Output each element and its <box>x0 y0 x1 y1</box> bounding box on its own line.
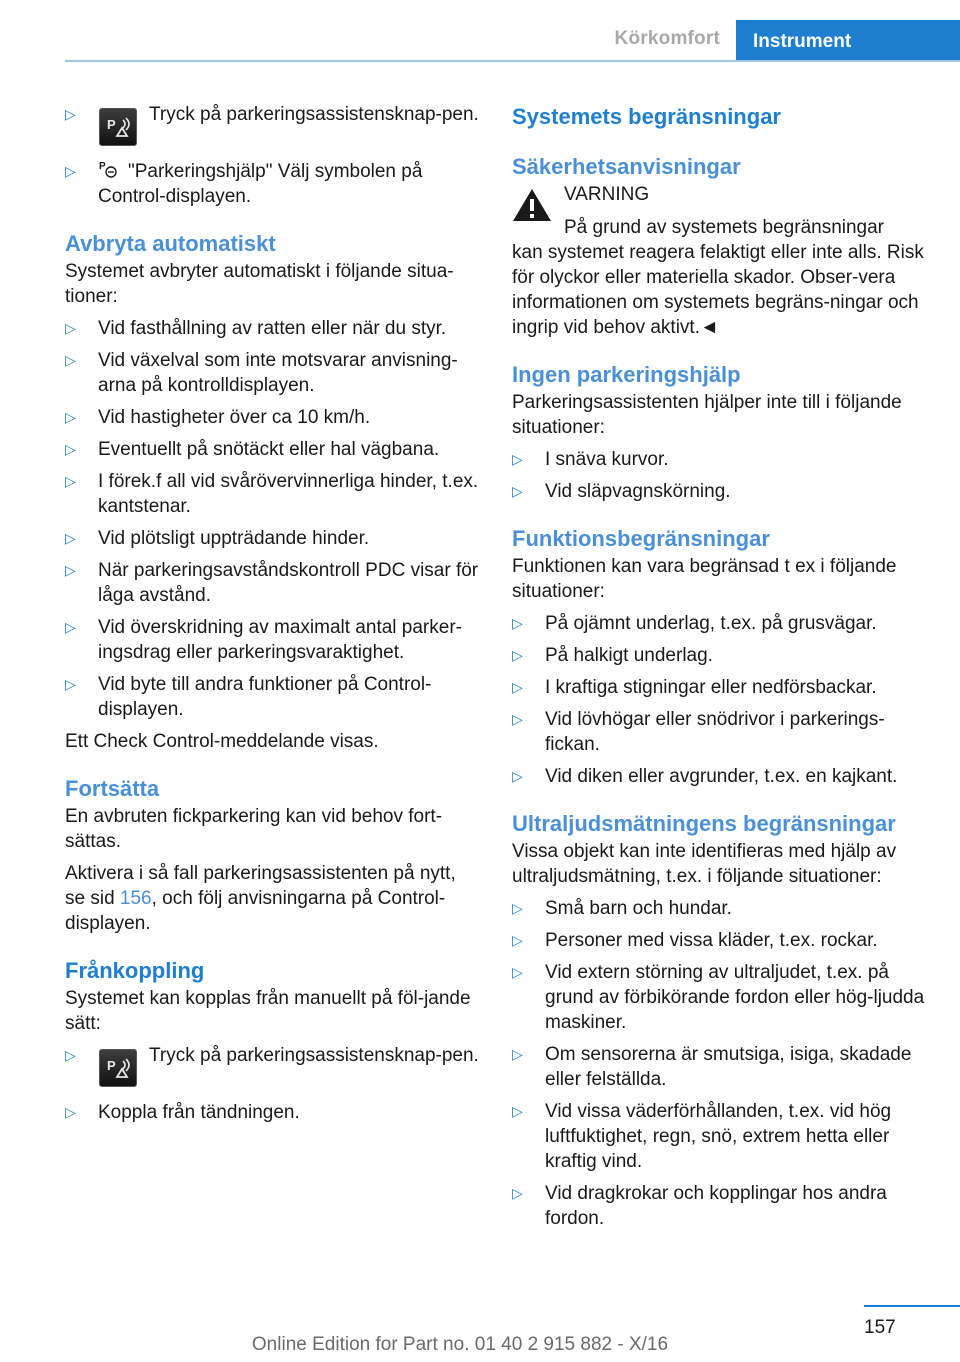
list-item <box>512 479 932 504</box>
list-item-text: Om sensorerna är smutsiga, isiga, skadade eller felställda. <box>545 1044 912 1090</box>
list-item-text: Personer med vissa kläder, t.ex. rockar. <box>545 930 878 951</box>
list-item <box>65 558 480 608</box>
svg-text:P: P <box>107 1058 116 1073</box>
bullet-icon: ▷ <box>512 964 523 980</box>
func-list <box>512 611 932 789</box>
bullet-icon: ▷ <box>512 768 523 784</box>
list-item <box>65 437 480 462</box>
paragraph: Systemet avbryter automatiskt i följande situa-tioner: <box>65 261 454 307</box>
list-item <box>65 159 480 209</box>
section-heading: Avbryta automatiskt <box>65 231 276 256</box>
page-link[interactable]: 156 <box>119 888 152 909</box>
list-item <box>512 675 932 700</box>
warning-text: kan systemet reagera felaktigt eller inte alls. Risk för olyckor eller materiella skador. Obser-vera informationen om systemets begräns-ningar och ingrip vid behov aktivt.◄ <box>512 242 924 338</box>
list-item <box>65 405 480 430</box>
list-item-text: Vid överskridning av maximalt antal parker-ingsdrag eller parkeringsvaraktighet. <box>98 617 462 663</box>
text-span: , och följ anvisningarna på Control-displayen. <box>65 888 446 934</box>
list-item <box>512 707 932 757</box>
list-item-text: Vid extern störning av ultraljudet, t.ex. på grund av förbikörande fordon eller hög-ljudda maskiner. <box>545 962 925 1033</box>
bullet-icon: ▷ <box>65 1104 76 1120</box>
bullet-icon: ▷ <box>65 1047 76 1063</box>
list-item-text: Tryck på parkeringsassistensknap-pen. <box>149 104 479 125</box>
bullet-icon: ▷ <box>65 619 76 635</box>
parking-assist-button-icon <box>99 108 137 146</box>
warning-icon <box>512 188 552 222</box>
parking-symbol-icon <box>98 159 120 179</box>
list-item <box>512 643 932 668</box>
right-column <box>512 102 932 1238</box>
bullet-icon: ▷ <box>65 352 76 368</box>
no-help-list <box>512 447 932 504</box>
intro-list <box>65 102 480 209</box>
bullet-icon: ▷ <box>65 676 76 692</box>
bullet-icon: ▷ <box>512 932 523 948</box>
list-item <box>65 348 480 398</box>
section-heading: Systemets begränsningar <box>512 104 781 129</box>
list-item-text: Vid plötsligt uppträdande hinder. <box>98 528 370 549</box>
list-item-text: Små barn och hundar. <box>545 898 732 919</box>
list-item <box>65 469 480 519</box>
bullet-icon: ▷ <box>512 1185 523 1201</box>
bullet-icon: ▷ <box>512 900 523 916</box>
bullet-icon: ▷ <box>512 615 523 631</box>
section-heading: Ingen parkeringshjälp <box>512 362 741 387</box>
paragraph: Parkeringsassistenten hjälper inte till i följande situationer: <box>512 392 902 438</box>
bullet-icon: ▷ <box>65 441 76 457</box>
header-rule <box>65 60 960 62</box>
list-item-text: Vid växelval som inte motsvarar anvisning-arna på kontrolldisplayen. <box>98 350 458 396</box>
list-item-text: Vid diken eller avgrunder, t.ex. en kajkant. <box>545 766 898 787</box>
bullet-icon: ▷ <box>512 451 523 467</box>
section-heading: Frånkoppling <box>65 958 205 983</box>
paragraph <box>65 861 480 936</box>
text-span: Aktivera i så fall parkeringsassistenten på nytt, se sid <box>65 863 456 909</box>
bullet-icon: ▷ <box>512 647 523 663</box>
list-item <box>65 526 480 551</box>
list-item-text: Vid dragkrokar och kopplingar hos andra fordon. <box>545 1183 887 1229</box>
parking-assist-button-icon <box>99 1049 137 1087</box>
list-item <box>512 1042 932 1092</box>
bullet-icon: ▷ <box>512 1103 523 1119</box>
paragraph: Ett Check Control-meddelande visas. <box>65 731 379 752</box>
section-heading: Ultraljudsmätningens begränsningar <box>512 811 896 836</box>
bullet-icon: ▷ <box>65 473 76 489</box>
bullet-icon: ▷ <box>512 1046 523 1062</box>
bullet-icon: ▷ <box>65 106 76 122</box>
footer <box>0 1334 960 1356</box>
bullet-icon: ▷ <box>65 530 76 546</box>
list-item-text: Vid släpvagnskörning. <box>545 481 731 502</box>
footer-rule <box>864 1305 960 1307</box>
paragraph: Vissa objekt kan inte identifieras med hjälp av ultraljudsmätning, t.ex. i följande situationer: <box>512 841 897 887</box>
warning-text: På grund av systemets begränsningar <box>564 217 885 238</box>
list-item <box>65 615 480 665</box>
list-item <box>512 447 932 472</box>
bullet-icon: ▷ <box>512 483 523 499</box>
list-item <box>65 102 480 152</box>
list-item-text: Vid fasthållning av ratten eller när du styr. <box>98 318 447 339</box>
list-item-text: På ojämnt underlag, t.ex. på grusvägar. <box>545 613 877 634</box>
list-item <box>65 1100 480 1125</box>
active-tab[interactable]: Instrument <box>736 20 960 62</box>
section-tab[interactable]: Körkomfort <box>614 28 720 49</box>
footer-text: Online Edition for Part no. 01 40 2 915 882 - X/16 <box>251 1334 669 1355</box>
bullet-icon: ▷ <box>65 320 76 336</box>
list-item-text: I kraftiga stigningar eller nedförsbackar. <box>545 677 877 698</box>
list-item-text: Vid hastigheter över ca 10 km/h. <box>98 407 371 428</box>
bullet-icon: ▷ <box>65 409 76 425</box>
cancel-list <box>65 316 480 722</box>
bullet-icon: ▷ <box>65 562 76 578</box>
list-item-text: I förek.f all vid svårövervinnerliga hinder, t.ex. kantstenar. <box>98 471 479 517</box>
list-item-text: När parkeringsavståndskontroll PDC visar för låga avstånd. <box>98 560 479 606</box>
bullet-icon: ▷ <box>65 163 76 179</box>
list-item <box>512 1099 932 1174</box>
list-item <box>512 1181 932 1231</box>
list-item <box>512 896 932 921</box>
list-item-text: "Parkeringshjälp" Välj symbolen på Control-displayen. <box>98 161 423 207</box>
list-item-text: Tryck på parkeringsassistensknap-pen. <box>149 1045 479 1066</box>
list-item-text: På halkigt underlag. <box>545 645 713 666</box>
left-column <box>65 102 480 1132</box>
page-header <box>0 0 960 62</box>
ultra-list <box>512 896 932 1231</box>
list-item-text: I snäva kurvor. <box>545 449 669 470</box>
bullet-icon: ▷ <box>512 679 523 695</box>
list-item-text: Vid vissa väderförhållanden, t.ex. vid hög luftfuktighet, regn, snö, extrem hetta eller kraftig vind. <box>545 1101 892 1172</box>
svg-text:P: P <box>99 161 106 172</box>
bullet-icon: ▷ <box>512 711 523 727</box>
list-item <box>512 764 932 789</box>
paragraph: En avbruten fickparkering kan vid behov fort-sättas. <box>65 806 443 852</box>
page-number: 157 <box>864 1317 896 1338</box>
list-item <box>512 928 932 953</box>
list-item <box>512 611 932 636</box>
disconnect-list <box>65 1043 480 1125</box>
paragraph: Systemet kan kopplas från manuellt på föl-jande sätt: <box>65 988 471 1034</box>
list-item <box>65 316 480 341</box>
warning-block <box>512 182 932 340</box>
section-heading: Fortsätta <box>65 776 160 801</box>
list-item-text: Eventuellt på snötäckt eller hal vägbana. <box>98 439 440 460</box>
list-item <box>512 960 932 1035</box>
warning-label: VARNING <box>564 184 650 205</box>
list-item-text: Koppla från tändningen. <box>98 1102 300 1123</box>
paragraph: Funktionen kan vara begränsad t ex i följande situationer: <box>512 556 897 602</box>
svg-text:P: P <box>107 117 116 132</box>
list-item <box>65 1043 480 1093</box>
section-heading: Funktionsbegränsningar <box>512 526 770 551</box>
list-item-text: Vid byte till andra funktioner på Control-displayen. <box>98 674 432 720</box>
list-item-text: Vid lövhögar eller snödrivor i parkerings-fickan. <box>545 709 885 755</box>
list-item <box>65 672 480 722</box>
section-heading: Säkerhetsanvisningar <box>512 154 741 179</box>
